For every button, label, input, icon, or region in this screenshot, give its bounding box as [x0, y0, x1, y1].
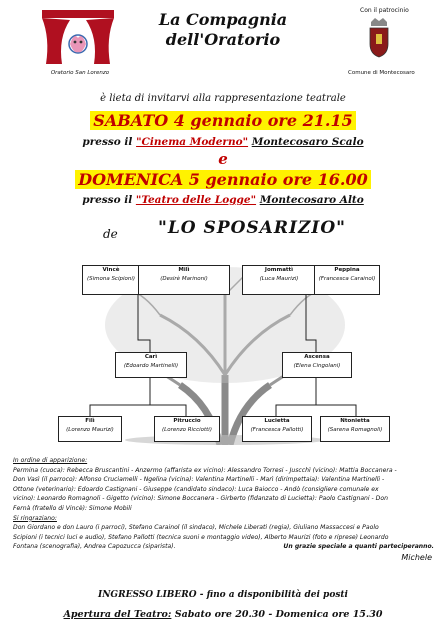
invite-text: è lieta di invitarvi alla rappresentazione teatrale [100, 93, 346, 104]
cast-line-1: Permina (cuoca): Rebecca Bruscantini - Anzermo (affarista ex vicino): Alessandro Torresi - Juscchì (vicino): Mattia Boccanera - [13, 466, 397, 474]
closing-thanks: Un grazie speciale a quanti parteciperanno. [283, 543, 434, 551]
character-name: Milì [178, 267, 190, 273]
tree-box-vince [82, 265, 140, 295]
show2-presso: presso il [82, 194, 133, 206]
character-name: Vincè [102, 267, 120, 273]
thanks-line-3: Fontana (scenografia), Andrea Capozucca (siparista). [13, 543, 176, 551]
actor-name: (Francesca Carainol) [318, 276, 376, 282]
cast-line-2: Don Vasì (il parroco): Alfonso Cruciamelli - Ngelina (vicina): Valentina Martinelli - Marì (dirimpettaia): Valentina Martinelli - [13, 476, 385, 484]
character-name: Filì [85, 418, 95, 424]
cast-line-3: Ottone (veterinario): Edoardo Castignani - Giuseppe (candidato sindaco): Luca Baiocco - Andò (consigliere comunale ex [13, 485, 379, 493]
tree-box-cari [115, 352, 187, 378]
character-name: Pitruccio [173, 418, 201, 424]
comune-caption: Comune di Montecosaro [348, 70, 415, 76]
show1-venue: "Cinema Moderno" [136, 136, 249, 148]
credits-block [13, 456, 438, 563]
tree-box-jommatti [242, 265, 316, 295]
actor-name: (Lorenzo Maurizi) [66, 427, 114, 433]
character-name: Peppina [334, 267, 360, 273]
show1-place: Montecosaro Scalo [251, 136, 364, 148]
opening-times: Sabato ore 20.30 - Domenica ore 15.30 [174, 609, 383, 620]
actor-name: (Desirè Marinoni) [160, 276, 208, 282]
thanks-line-3-row [13, 542, 438, 552]
character-name: Carì [144, 354, 158, 360]
actor-name: (Sarena Romagnoli) [327, 427, 383, 433]
cast-line-4: vicino): Leonardo Romagnoli - Gigetto (vicino): Simone Boccanera - Girberto (fidanzato di Lucietta): Paolo Castignani - Don [13, 495, 388, 503]
actor-name: (Elena Cingolani) [293, 363, 341, 369]
actor-name: (Francesca Pallotti) [250, 427, 304, 433]
show1-date-text: SABATO 4 gennaio ore 21.15 [90, 111, 355, 130]
tree-box-lucietta [242, 416, 312, 442]
show1-presso: presso il [82, 136, 133, 148]
show2-place: Montecosaro Alto [259, 194, 364, 206]
opening-label: Apertura del Teatro: [63, 609, 172, 620]
signature: Michele [401, 552, 432, 562]
actor-name: (Lorenzo Ricciotti) [162, 427, 212, 433]
tree-box-ascensa [282, 352, 352, 378]
cast-heading: In ordine di apparizione: [13, 457, 88, 464]
tree-box-ntonietta [320, 416, 390, 442]
play-title: "LO SPOSARIZIO" [158, 218, 346, 238]
character-name: Ascensa [304, 354, 330, 360]
tree-box-fili [58, 416, 122, 442]
character-name: Lucietta [264, 418, 290, 424]
show2-date-text: DOMENICA 5 gennaio ore 16.00 [75, 170, 371, 189]
character-name: Jommattì [264, 267, 294, 273]
thanks-heading: Si ringraziano: [13, 514, 57, 522]
tree-box-peppina [314, 265, 380, 295]
actor-name: (Luca Maurizi) [259, 276, 299, 282]
tree-box-pitruccio [154, 416, 220, 442]
character-name: Ntonietta [340, 418, 370, 424]
company-name-line1: La Compagnia [158, 10, 288, 29]
cast-line-5: Fernà (fratello di Vincè): Simone Mobili [13, 504, 132, 512]
free-entry: INGRESSO LIBERO - fino a disponibilità dei posti [98, 590, 348, 600]
patronage-caption: Con il patrocinio [360, 7, 409, 14]
tree-box-mili [138, 265, 230, 295]
and-separator: e [218, 150, 228, 168]
oratorio-caption: Oratorio San Lorenzo [50, 70, 110, 76]
thanks-line-2: Scipioni (i tecnici luci e audio), Stefano Pallotti (tecnica suoni e montaggio video), Alberto Maurizi (foto e riprese) Leonardo [13, 533, 389, 541]
show2-venue: "Teatro delle Logge" [135, 194, 257, 206]
de-label: de [103, 227, 118, 241]
thanks-line-1: Don Giordano e don Lauro (i parroci), Stefano Carainol (il sindaco), Michele Liberati (regia), Giuliano Massaccesi e Paolo [13, 524, 379, 532]
actor-name: (Edoardo Martinelli) [123, 363, 179, 369]
company-name-line2: dell'Oratorio [165, 30, 281, 49]
opening-line [0, 609, 446, 620]
actor-name: (Simona Scipioni) [86, 276, 136, 282]
